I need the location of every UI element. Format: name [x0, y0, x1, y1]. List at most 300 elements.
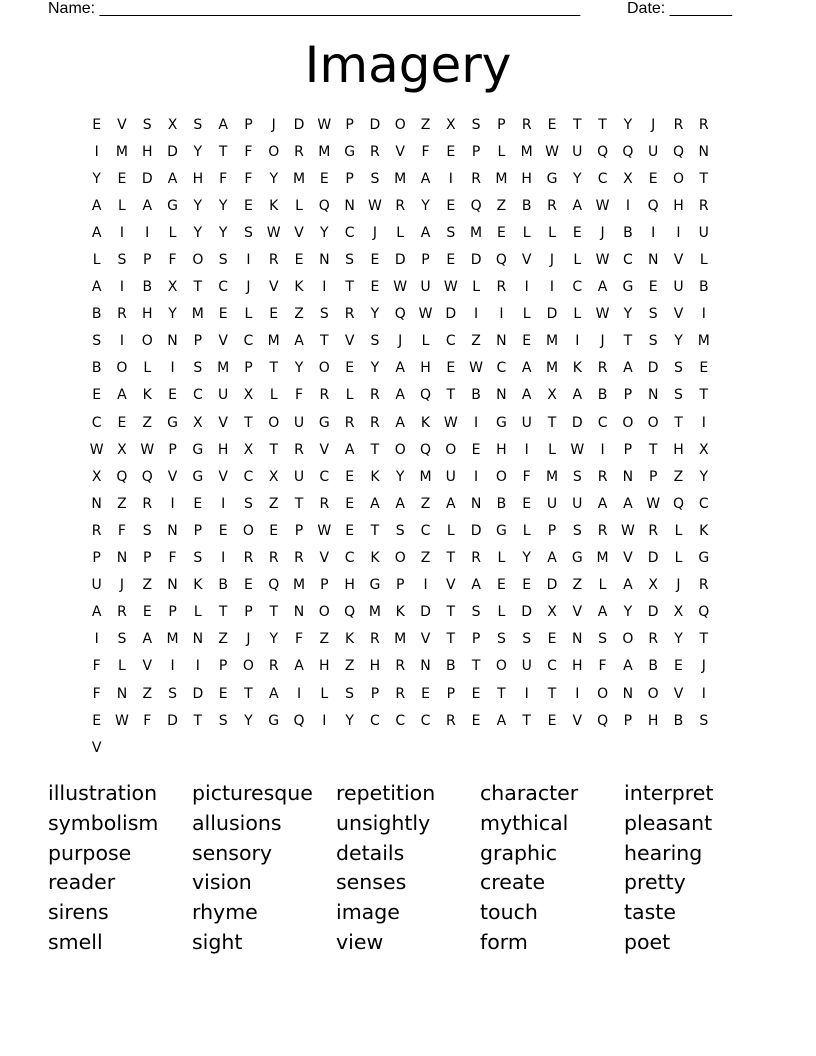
- grid-letter: P: [370, 685, 380, 702]
- grid-letter: Y: [218, 224, 228, 241]
- grid-letter: E: [370, 252, 380, 269]
- grid-letter: T: [269, 360, 278, 377]
- grid-letter: G: [571, 550, 583, 567]
- grid-letter: N: [91, 495, 102, 512]
- grid-letter: L: [598, 577, 607, 594]
- grid-letter: T: [471, 658, 481, 675]
- grid-letter: E: [648, 279, 658, 296]
- grid-letter: B: [673, 712, 684, 729]
- grid-letter: A: [572, 197, 583, 214]
- grid-letter: A: [91, 279, 102, 296]
- grid-letter: V: [218, 333, 228, 350]
- grid-letter: S: [471, 116, 481, 133]
- grid-letter: S: [522, 631, 532, 648]
- grid-letter: N: [293, 604, 305, 621]
- grid-letter: K: [294, 279, 304, 296]
- grid-letter: H: [420, 360, 431, 377]
- grid-letter: W: [646, 495, 661, 512]
- grid-letter: Y: [294, 360, 304, 377]
- grid-letter: K: [572, 360, 582, 377]
- grid-letter: W: [469, 360, 484, 377]
- grid-letter: F: [219, 170, 228, 187]
- grid-letter: Y: [320, 224, 329, 241]
- word-list-item: details: [336, 840, 405, 865]
- grid-letter: S: [168, 685, 177, 702]
- grid-letter: Q: [622, 143, 634, 160]
- grid-letter: R: [319, 495, 330, 512]
- grid-letter: O: [394, 550, 406, 567]
- grid-letter: D: [470, 252, 482, 269]
- grid-letter: O: [647, 414, 659, 431]
- grid-letter: S: [117, 631, 127, 648]
- grid-letter: U: [293, 414, 305, 431]
- grid-letter: A: [370, 495, 380, 512]
- grid-letter: E: [547, 116, 557, 133]
- grid-letter: C: [572, 279, 583, 296]
- grid-letter: R: [370, 414, 380, 431]
- grid-letter: D: [647, 604, 659, 621]
- grid-letter: L: [548, 441, 556, 458]
- grid-letter: Q: [672, 495, 684, 512]
- grid-letter: R: [471, 550, 481, 567]
- grid-letter: J: [600, 333, 605, 350]
- grid-letter: I: [499, 306, 504, 323]
- grid-letter: Y: [395, 468, 405, 485]
- grid-letter: O: [192, 252, 204, 269]
- grid-letter: Y: [623, 116, 633, 133]
- grid-letter: Y: [573, 170, 582, 187]
- grid-letter: Y: [370, 306, 380, 323]
- grid-letter: E: [522, 577, 532, 594]
- grid-letter: E: [471, 712, 481, 729]
- word-list-item: form: [480, 929, 528, 954]
- grid-letter: P: [143, 550, 152, 567]
- grid-letter: V: [521, 252, 532, 269]
- grid-letter: R: [698, 116, 709, 133]
- grid-letter: M: [545, 468, 559, 485]
- grid-letter: R: [395, 197, 406, 214]
- grid-letter: R: [698, 577, 709, 594]
- grid-letter: R: [496, 279, 507, 296]
- grid-letter: P: [218, 658, 228, 675]
- grid-letter: V: [218, 414, 228, 431]
- word-list-item: allusions: [192, 810, 282, 835]
- grid-letter: P: [623, 441, 633, 458]
- grid-letter: L: [573, 252, 582, 269]
- grid-letter: B: [91, 360, 102, 377]
- grid-letter: L: [92, 252, 101, 269]
- grid-letter: T: [193, 279, 203, 296]
- grid-letter: C: [370, 712, 380, 729]
- grid-letter: A: [91, 224, 102, 241]
- grid-letter: L: [118, 197, 126, 214]
- grid-letter: N: [622, 468, 634, 485]
- grid-letter: P: [294, 522, 304, 539]
- grid-letter: C: [344, 550, 355, 567]
- grid-letter: Q: [344, 604, 356, 621]
- grid-letter: A: [597, 604, 608, 621]
- grid-letter: Y: [193, 224, 203, 241]
- grid-letter: N: [622, 685, 634, 702]
- grid-letter: R: [294, 143, 304, 160]
- grid-letter: I: [246, 252, 251, 269]
- grid-letter: E: [674, 658, 683, 675]
- grid-letter: U: [546, 495, 558, 512]
- grid-letter: J: [246, 631, 251, 648]
- grid-letter: P: [168, 441, 177, 458]
- word-list-item: image: [336, 900, 400, 925]
- grid-letter: T: [370, 522, 380, 539]
- grid-letter: P: [92, 550, 101, 567]
- grid-letter: Z: [420, 550, 431, 567]
- grid-letter: O: [394, 116, 406, 133]
- grid-letter: G: [546, 170, 558, 187]
- grid-letter: T: [547, 414, 557, 431]
- word-list-item: sirens: [48, 900, 109, 925]
- grid-letter: U: [420, 279, 431, 296]
- grid-letter: U: [521, 414, 532, 431]
- grid-letter: R: [370, 631, 380, 648]
- grid-letter: P: [168, 604, 177, 621]
- grid-letter: U: [572, 143, 583, 160]
- word-list-item: symbolism: [48, 810, 159, 835]
- word-list-item: unsightly: [336, 810, 431, 835]
- grid-letter: O: [647, 685, 659, 702]
- grid-letter: Q: [419, 387, 432, 404]
- grid-letter: E: [572, 224, 582, 241]
- grid-letter: L: [674, 522, 683, 539]
- grid-letter: R: [117, 306, 127, 323]
- grid-letter: C: [622, 252, 633, 269]
- grid-letter: D: [546, 306, 558, 323]
- grid-letter: S: [193, 360, 203, 377]
- grid-letter: G: [167, 197, 178, 214]
- grid-letter: L: [446, 522, 455, 539]
- grid-letter: W: [393, 279, 408, 296]
- grid-letter: A: [142, 631, 153, 648]
- grid-letter: D: [647, 360, 659, 377]
- grid-letter: W: [620, 522, 635, 539]
- grid-letter: C: [420, 712, 431, 729]
- grid-letter: I: [524, 441, 529, 458]
- grid-letter: V: [446, 577, 456, 594]
- grid-letter: R: [445, 712, 456, 729]
- grid-letter: W: [443, 279, 458, 296]
- grid-letter: S: [218, 252, 228, 269]
- grid-letter: Q: [597, 143, 609, 160]
- grid-letter: X: [446, 116, 456, 133]
- grid-letter: M: [166, 631, 179, 648]
- grid-letter: R: [142, 495, 153, 512]
- grid-letter: W: [570, 441, 585, 458]
- grid-letter: K: [345, 631, 355, 648]
- grid-letter: S: [370, 333, 380, 350]
- grid-letter: P: [320, 577, 329, 594]
- word-list-item: poet: [624, 929, 671, 954]
- grid-letter: R: [471, 170, 481, 187]
- grid-letter: I: [170, 658, 175, 675]
- grid-letter: M: [697, 333, 710, 350]
- grid-letter: E: [117, 170, 127, 187]
- grid-letter: V: [319, 550, 330, 567]
- grid-letter: L: [497, 550, 506, 567]
- grid-letter: H: [673, 197, 684, 214]
- grid-letter: R: [395, 658, 406, 675]
- grid-letter: S: [142, 116, 152, 133]
- grid-letter: P: [244, 360, 253, 377]
- grid-letter: A: [623, 577, 633, 594]
- grid-letter: L: [396, 224, 405, 241]
- grid-letter: P: [547, 522, 557, 539]
- grid-letter: S: [243, 224, 253, 241]
- grid-letter: Z: [420, 495, 431, 512]
- grid-letter: D: [445, 306, 457, 323]
- grid-letter: Y: [168, 306, 177, 323]
- grid-letter: H: [141, 306, 153, 323]
- grid-letter: J: [701, 658, 706, 675]
- grid-letter: K: [395, 604, 405, 621]
- grid-letter: M: [191, 306, 204, 323]
- grid-letter: T: [446, 604, 456, 621]
- grid-letter: W: [595, 252, 610, 269]
- grid-letter: O: [116, 360, 128, 377]
- grid-letter: J: [398, 333, 403, 350]
- letter-grid: [84, 111, 716, 761]
- grid-letter: B: [91, 306, 102, 323]
- grid-letter: N: [647, 252, 659, 269]
- grid-letter: T: [699, 170, 709, 187]
- grid-letter: A: [572, 387, 583, 404]
- grid-letter: E: [345, 495, 355, 512]
- grid-letter: R: [294, 550, 304, 567]
- grid-letter: V: [167, 468, 178, 485]
- grid-letter: O: [597, 685, 609, 702]
- grid-letter: V: [91, 739, 102, 756]
- grid-letter: L: [320, 685, 329, 702]
- grid-letter: V: [623, 550, 633, 567]
- grid-letter: L: [421, 333, 430, 350]
- grid-letter: V: [319, 441, 330, 458]
- grid-letter: F: [522, 468, 531, 485]
- grid-letter: R: [268, 252, 279, 269]
- grid-letter: X: [193, 414, 203, 431]
- grid-letter: S: [648, 333, 658, 350]
- grid-letter: O: [268, 143, 280, 160]
- grid-letter: A: [623, 658, 633, 675]
- grid-letter: A: [167, 170, 178, 187]
- grid-letter: I: [145, 224, 150, 241]
- grid-letter: D: [369, 116, 381, 133]
- grid-letter: W: [595, 306, 610, 323]
- grid-letter: E: [471, 685, 481, 702]
- grid-letter: H: [141, 143, 153, 160]
- grid-letter: D: [420, 604, 431, 621]
- grid-letter: A: [294, 658, 304, 675]
- grid-letter: T: [244, 685, 253, 702]
- grid-letter: X: [673, 604, 684, 621]
- grid-letter: A: [521, 360, 532, 377]
- grid-letter: Z: [142, 577, 153, 594]
- grid-letter: S: [193, 550, 203, 567]
- grid-letter: C: [243, 333, 254, 350]
- grid-letter: P: [193, 333, 203, 350]
- grid-letter: Y: [623, 306, 633, 323]
- grid-letter: N: [698, 143, 710, 160]
- grid-letter: T: [674, 414, 683, 431]
- grid-letter: V: [673, 306, 684, 323]
- grid-letter: P: [446, 685, 456, 702]
- grid-letter: W: [418, 306, 433, 323]
- grid-letter: N: [192, 631, 204, 648]
- grid-letter: M: [292, 577, 306, 594]
- grid-letter: E: [446, 143, 456, 160]
- grid-letter: C: [243, 468, 254, 485]
- grid-letter: Q: [394, 306, 406, 323]
- grid-letter: R: [597, 360, 608, 377]
- grid-letter: T: [547, 685, 557, 702]
- grid-letter: G: [167, 414, 178, 431]
- grid-letter: F: [244, 170, 253, 187]
- grid-letter: T: [294, 495, 304, 512]
- grid-letter: V: [268, 279, 279, 296]
- grid-letter: I: [119, 279, 125, 296]
- grid-letter: O: [622, 631, 634, 648]
- grid-letter: B: [597, 387, 608, 404]
- grid-letter: E: [547, 631, 557, 648]
- grid-letter: R: [268, 658, 279, 675]
- grid-letter: M: [115, 143, 128, 160]
- grid-letter: Q: [116, 468, 128, 485]
- grid-letter: S: [699, 712, 709, 729]
- grid-letter: I: [625, 197, 630, 214]
- grid-letter: R: [268, 550, 279, 567]
- grid-letter: U: [572, 495, 583, 512]
- grid-letter: S: [345, 252, 355, 269]
- grid-letter: M: [292, 170, 306, 187]
- grid-letter: E: [269, 522, 279, 539]
- grid-letter: K: [699, 522, 709, 539]
- grid-letter: D: [571, 414, 583, 431]
- grid-letter: E: [522, 495, 532, 512]
- grid-letter: M: [470, 224, 483, 241]
- grid-letter: C: [547, 658, 557, 675]
- grid-letter: H: [647, 712, 659, 729]
- grid-letter: T: [218, 604, 228, 621]
- grid-letter: E: [244, 197, 253, 214]
- grid-letter: B: [471, 387, 481, 404]
- grid-letter: J: [372, 224, 377, 241]
- grid-letter: A: [91, 197, 102, 214]
- grid-letter: X: [547, 387, 557, 404]
- grid-letter: W: [367, 197, 382, 214]
- grid-letter: M: [520, 143, 533, 160]
- grid-letter: H: [496, 441, 507, 458]
- grid-letter: L: [345, 387, 354, 404]
- grid-letter: S: [496, 631, 506, 648]
- word-list-item: senses: [336, 870, 407, 895]
- grid-letter: S: [370, 170, 380, 187]
- grid-letter: B: [218, 577, 228, 594]
- grid-letter: R: [370, 387, 380, 404]
- grid-letter: L: [497, 604, 506, 621]
- grid-letter: W: [266, 224, 281, 241]
- grid-letter: T: [573, 116, 582, 133]
- grid-letter: C: [192, 387, 203, 404]
- grid-letter: T: [699, 387, 709, 404]
- grid-letter: A: [547, 550, 557, 567]
- grid-letter: C: [496, 360, 507, 377]
- grid-letter: I: [119, 224, 125, 241]
- page-title: Imagery: [304, 36, 512, 94]
- grid-letter: P: [345, 116, 354, 133]
- grid-letter: O: [242, 522, 254, 539]
- grid-letter: W: [545, 143, 559, 160]
- grid-letter: E: [522, 333, 532, 350]
- grid-letter: F: [421, 143, 430, 160]
- grid-letter: Y: [674, 631, 683, 648]
- grid-letter: U: [648, 143, 659, 160]
- grid-letter: E: [471, 441, 481, 458]
- grid-letter: D: [394, 252, 406, 269]
- grid-letter: P: [623, 387, 633, 404]
- grid-letter: H: [217, 441, 229, 458]
- grid-letter: B: [446, 658, 456, 675]
- grid-letter: I: [701, 685, 706, 702]
- grid-letter: Q: [470, 197, 482, 214]
- grid-letter: O: [495, 658, 507, 675]
- grid-letter: S: [319, 306, 329, 323]
- grid-letter: D: [167, 712, 178, 729]
- grid-letter: V: [673, 252, 684, 269]
- grid-letter: Q: [495, 252, 507, 269]
- grid-letter: Y: [699, 468, 709, 485]
- grid-letter: R: [91, 522, 102, 539]
- grid-letter: D: [141, 170, 153, 187]
- grid-letter: U: [293, 468, 305, 485]
- grid-letter: M: [368, 604, 381, 621]
- grid-letter: T: [522, 712, 531, 729]
- grid-letter: X: [91, 468, 102, 485]
- grid-letter: Y: [623, 604, 633, 621]
- grid-letter: C: [420, 522, 431, 539]
- grid-letter: Q: [293, 712, 305, 729]
- grid-letter: A: [597, 495, 608, 512]
- grid-letter: O: [318, 604, 330, 621]
- grid-letter: V: [344, 333, 355, 350]
- grid-letter: C: [319, 468, 330, 485]
- grid-letter: E: [142, 604, 152, 621]
- grid-letter: N: [572, 631, 583, 648]
- grid-letter: E: [496, 577, 506, 594]
- grid-letter: E: [92, 387, 102, 404]
- grid-letter: Y: [218, 197, 228, 214]
- word-list-item: purpose: [48, 840, 132, 865]
- grid-letter: X: [167, 116, 178, 133]
- grid-letter: X: [698, 441, 709, 458]
- grid-letter: J: [549, 252, 555, 269]
- grid-letter: S: [218, 712, 228, 729]
- grid-letter: U: [218, 387, 229, 404]
- grid-letter: J: [651, 116, 656, 133]
- grid-letter: T: [345, 279, 354, 296]
- grid-letter: S: [243, 495, 253, 512]
- grid-letter: S: [395, 522, 405, 539]
- grid-letter: T: [244, 414, 253, 431]
- grid-letter: E: [648, 170, 658, 187]
- grid-letter: S: [117, 252, 127, 269]
- grid-letter: M: [545, 360, 559, 377]
- grid-letter: Y: [92, 170, 101, 187]
